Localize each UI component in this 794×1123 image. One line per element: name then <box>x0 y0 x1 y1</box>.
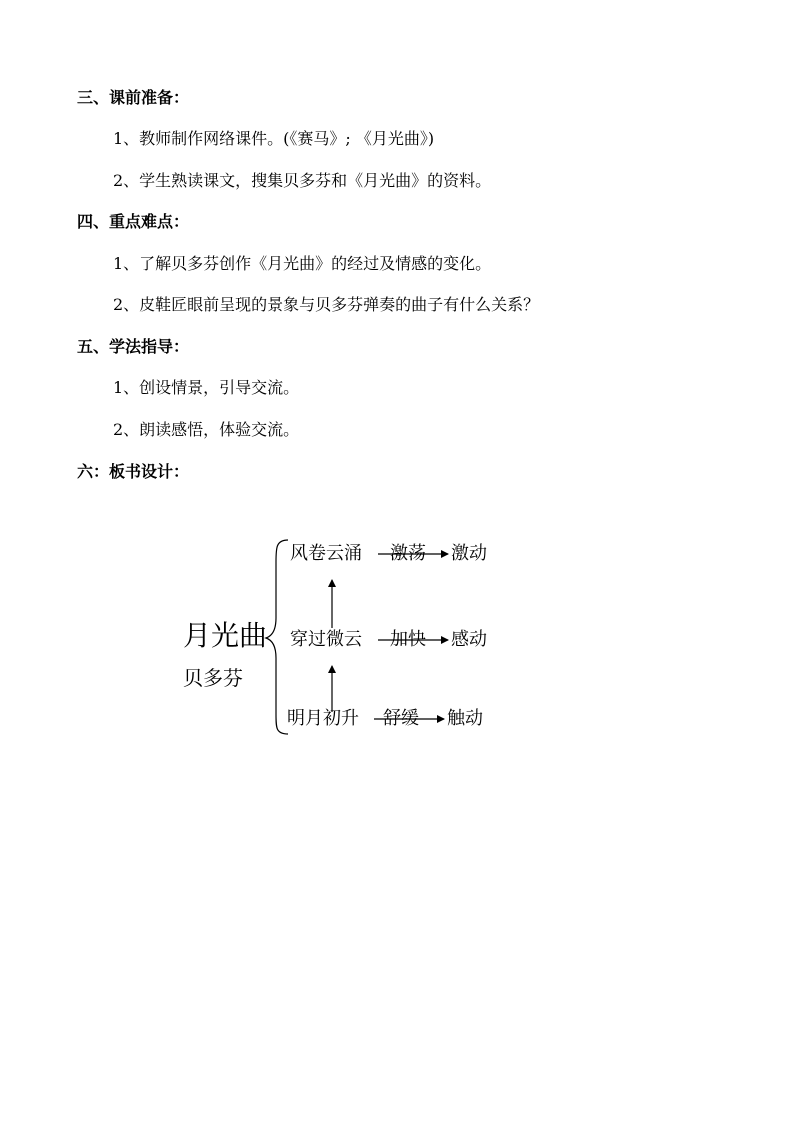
board-scene: 风卷云涌 <box>290 543 362 564</box>
board-tempo: 舒缓 <box>383 708 419 729</box>
board-emotion: 感动 <box>451 629 487 650</box>
list-item: 1、了解贝多芬创作《月光曲》的经过及情感的变化。 <box>113 254 492 273</box>
list-item: 2、学生熟读课文，搜集贝多芬和《月光曲》的资料。 <box>113 171 492 190</box>
board-tempo: 加快 <box>390 629 426 650</box>
board-scene: 穿过微云 <box>290 629 362 650</box>
board-title: 月光曲 <box>183 619 268 652</box>
list-item: 1、创设情景，引导交流。 <box>113 378 300 397</box>
board-composer: 贝多芬 <box>183 666 243 690</box>
section-heading-key-points: 四、重点难点： <box>77 212 190 231</box>
list-item: 1、教师制作网络课件。(《赛马》; 《月光曲》) <box>113 129 435 148</box>
list-item: 2、朗读感悟，体验交流。 <box>113 420 300 439</box>
curly-brace <box>266 540 288 734</box>
board-scene: 明月初升 <box>287 708 359 729</box>
board-tempo: 激荡 <box>390 543 426 564</box>
board-emotion: 触动 <box>447 708 483 729</box>
list-item: 2、皮鞋匠眼前呈现的景象与贝多芬弹奏的曲子有什么关系？ <box>113 295 540 314</box>
board-emotion: 激动 <box>451 543 487 564</box>
section-heading-board-design: 六：板书设计： <box>77 462 190 481</box>
section-heading-method: 五、学法指导： <box>77 337 190 356</box>
section-heading-preparation: 三、课前准备： <box>77 88 190 107</box>
